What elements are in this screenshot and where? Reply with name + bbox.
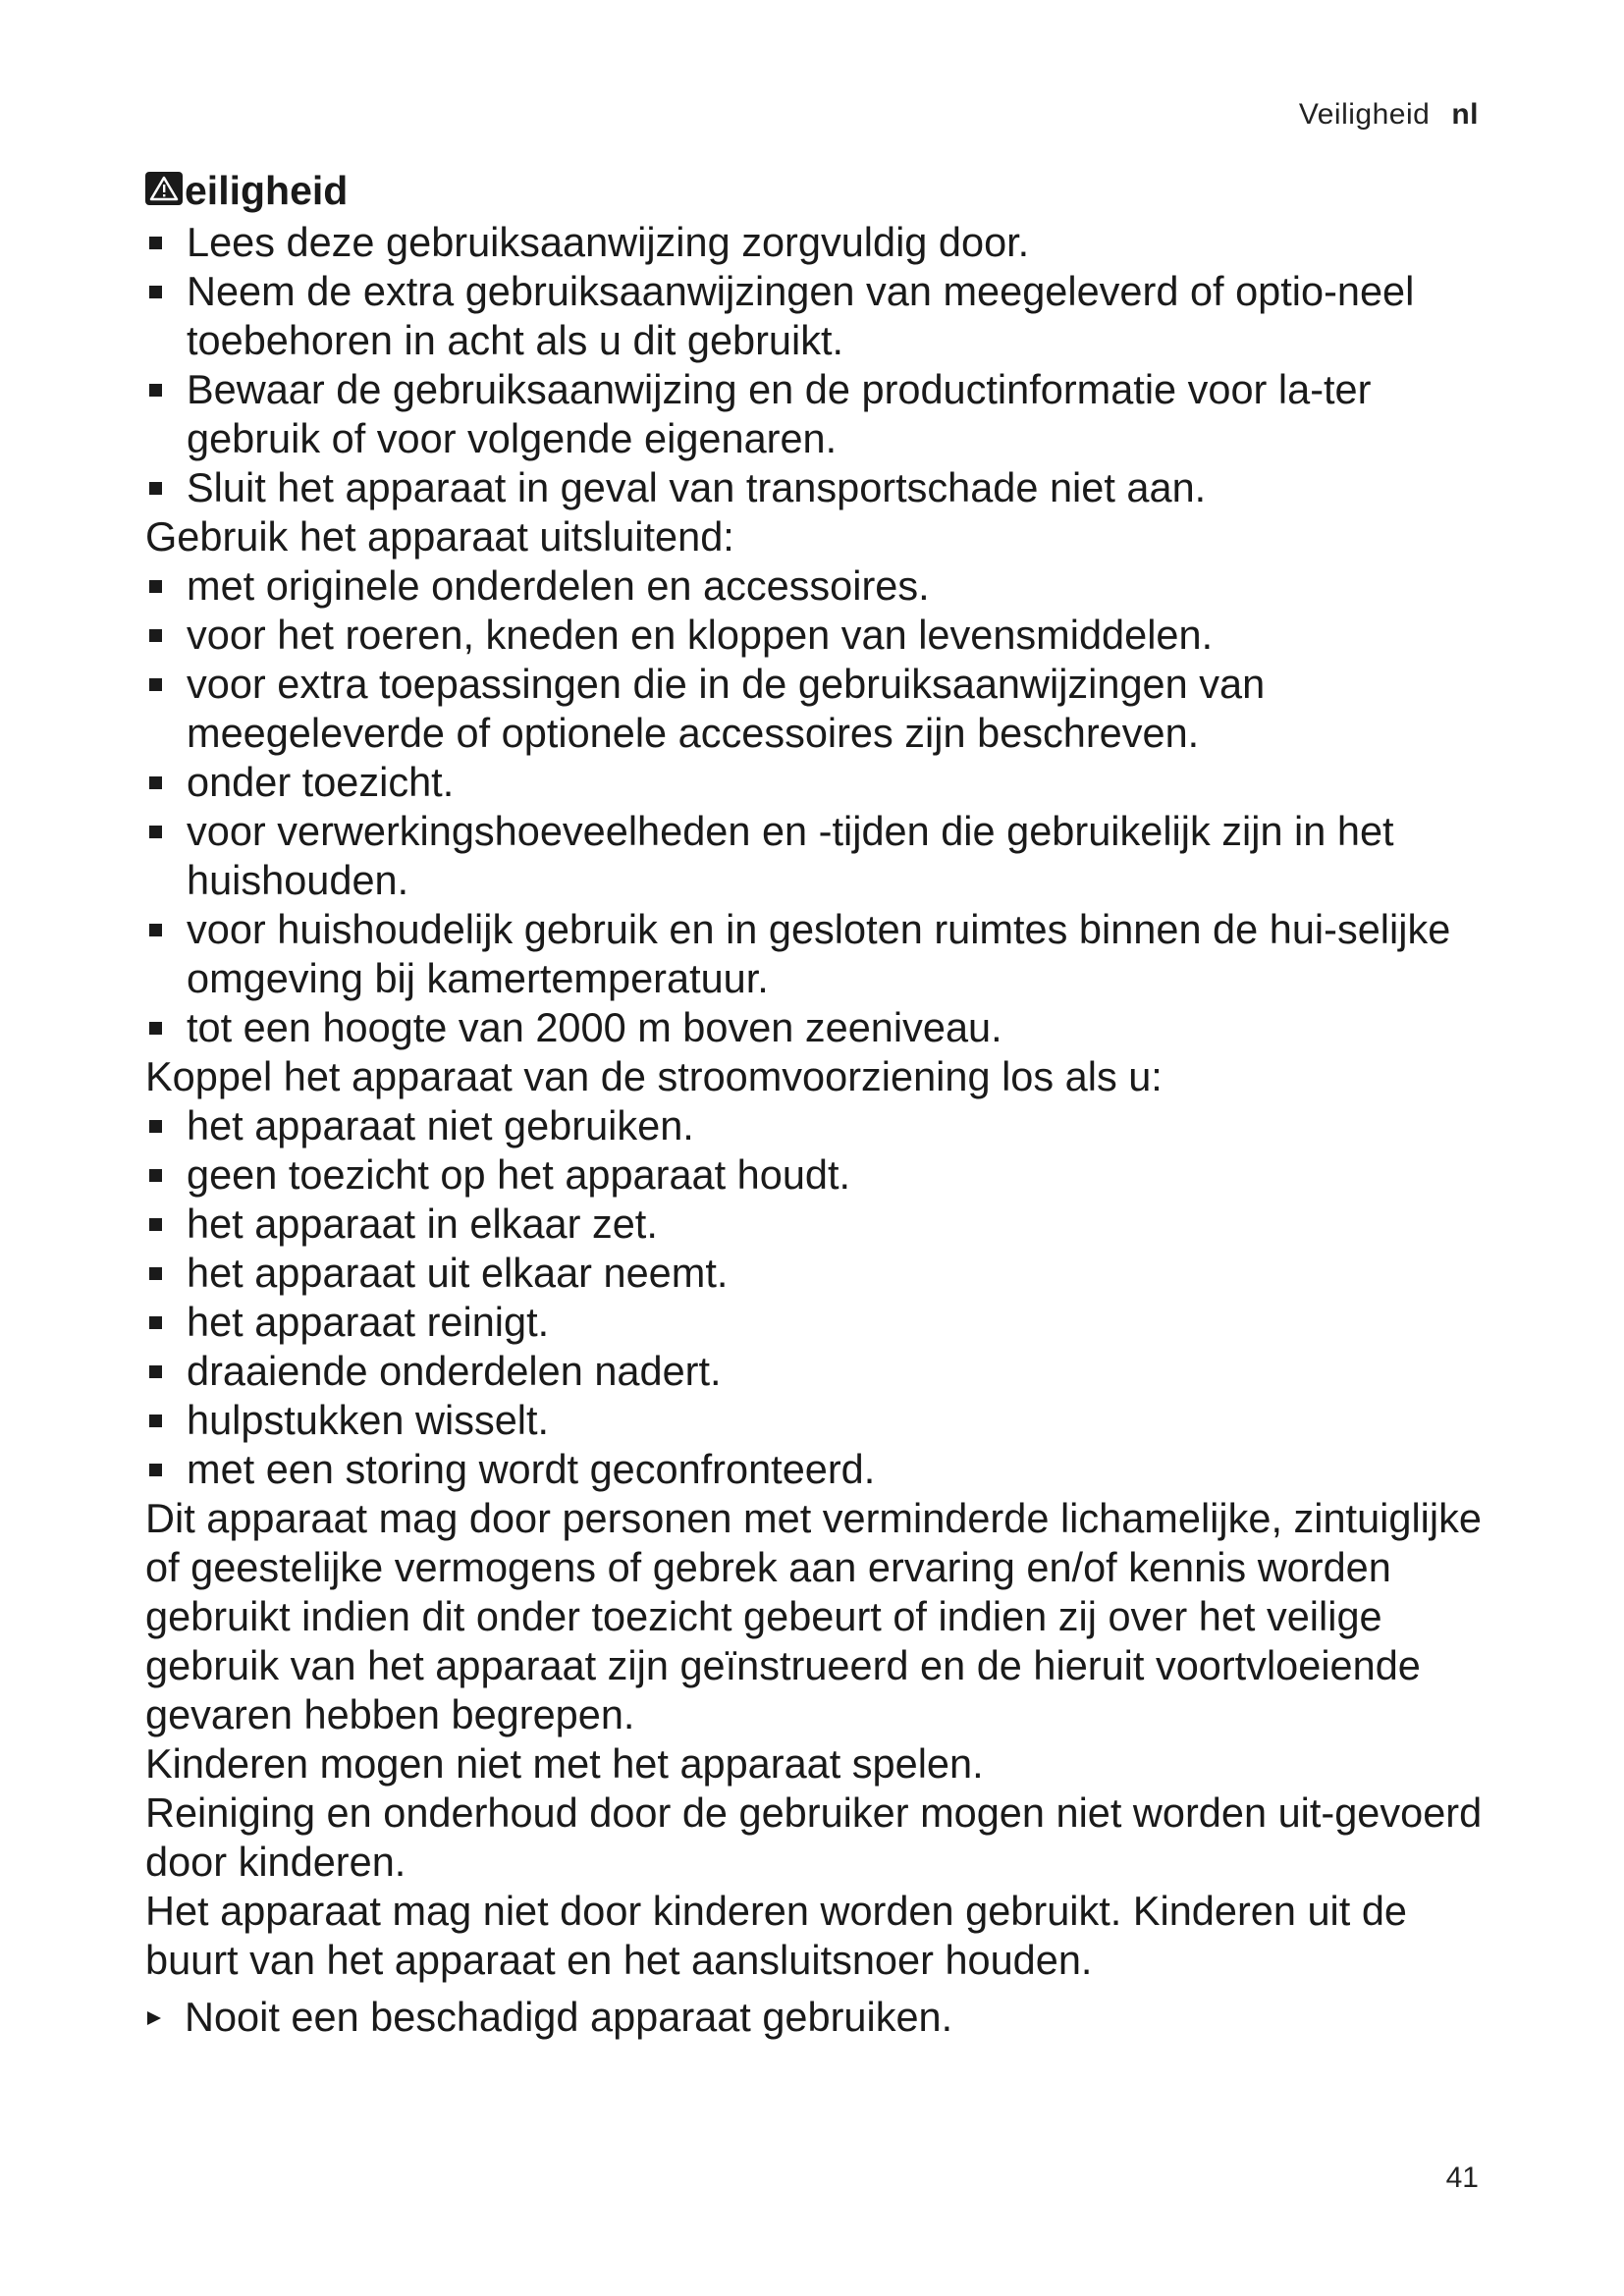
list-item: hulpstukken wisselt. bbox=[145, 1396, 1500, 1445]
list-item: onder toezicht. bbox=[145, 758, 1500, 807]
paragraph-persons: Dit apparaat mag door personen met verminderde lichamelijke, zintuiglijke of geestelijke vermogens of gebrek aan ervaring en/of kennis worden gebruikt indien dit onder toezicht gebeurt of indien zij over het veilige gebruik van het apparaat zijn geïnstrueerd en de hieruit voortvloeiende gevaren hebben begrepen. bbox=[145, 1495, 1482, 1737]
header-section: Veiligheid bbox=[1298, 98, 1431, 131]
list-item: draaiende onderdelen nadert. bbox=[145, 1347, 1500, 1396]
list-item: met originele onderdelen en accessoires. bbox=[145, 561, 1500, 611]
list-item: voor extra toepassingen die in de gebruiksaanwijzingen van meegeleverde of optionele accessoires zijn beschreven. bbox=[145, 660, 1500, 758]
intended-use-intro: Gebruik het apparaat uitsluitend: bbox=[145, 513, 734, 560]
list-item: Lees deze gebruiksaanwijzing zorgvuldig door. bbox=[145, 218, 1500, 267]
list-item: Sluit het apparaat in geval van transportschade niet aan. bbox=[145, 463, 1500, 512]
list-item: Bewaar de gebruiksaanwijzing en de productinformatie voor la-ter gebruik of voor volgende eigenaren. bbox=[145, 365, 1500, 463]
list-item: het apparaat niet gebruiken. bbox=[145, 1101, 1500, 1150]
paragraph-children-play: Kinderen mogen niet met het apparaat spelen. bbox=[145, 1740, 984, 1787]
list-item: met een storing wordt geconfronteerd. bbox=[145, 1445, 1500, 1494]
general-safety-list bbox=[145, 218, 1500, 512]
disconnect-intro: Koppel het apparaat van de stroomvoorziening los als u: bbox=[145, 1053, 1163, 1099]
running-header bbox=[1299, 98, 1479, 132]
list-item: het apparaat in elkaar zet. bbox=[145, 1200, 1500, 1249]
paragraph-children-use: Het apparaat mag niet door kinderen worden gebruikt. Kinderen uit de buurt van het apparaat en het aansluitsnoer houden. bbox=[145, 1888, 1408, 1983]
intended-use-list bbox=[145, 561, 1500, 1052]
list-item: het apparaat reinigt. bbox=[145, 1298, 1500, 1347]
section-title bbox=[145, 165, 1500, 216]
list-item: het apparaat uit elkaar neemt. bbox=[145, 1249, 1500, 1298]
paragraph-cleaning: Reiniging en onderhoud door de gebruiker mogen niet worden uit-gevoerd door kinderen. bbox=[145, 1789, 1483, 1885]
disconnect-list bbox=[145, 1101, 1500, 1494]
list-item: Neem de extra gebruiksaanwijzingen van meegeleverd of optio-neel toebehoren in acht als u dit gebruikt. bbox=[145, 267, 1500, 365]
list-item: tot een hoogte van 2000 m boven zeeniveau. bbox=[145, 1003, 1500, 1052]
section-title-text: eiligheid bbox=[185, 168, 349, 213]
list-item: voor verwerkingshoeveelheden en -tijden die gebruikelijk zijn in het huishouden. bbox=[145, 807, 1500, 905]
header-language: nl bbox=[1451, 98, 1479, 131]
warning-triangle-icon bbox=[145, 172, 183, 205]
list-item: voor het roeren, kneden en kloppen van levensmiddelen. bbox=[145, 611, 1500, 660]
list-item: voor huishoudelijk gebruik en in gesloten ruimtes binnen de hui-selijke omgeving bij kamertemperatuur. bbox=[145, 905, 1500, 1003]
instruction-text: Nooit een beschadigd apparaat gebruiken. bbox=[185, 1994, 953, 2040]
instruction-item bbox=[145, 1993, 1500, 2042]
safety-content bbox=[145, 165, 1500, 2042]
list-item: geen toezicht op het apparaat houdt. bbox=[145, 1150, 1500, 1200]
page-number: 41 bbox=[1445, 2162, 1479, 2194]
